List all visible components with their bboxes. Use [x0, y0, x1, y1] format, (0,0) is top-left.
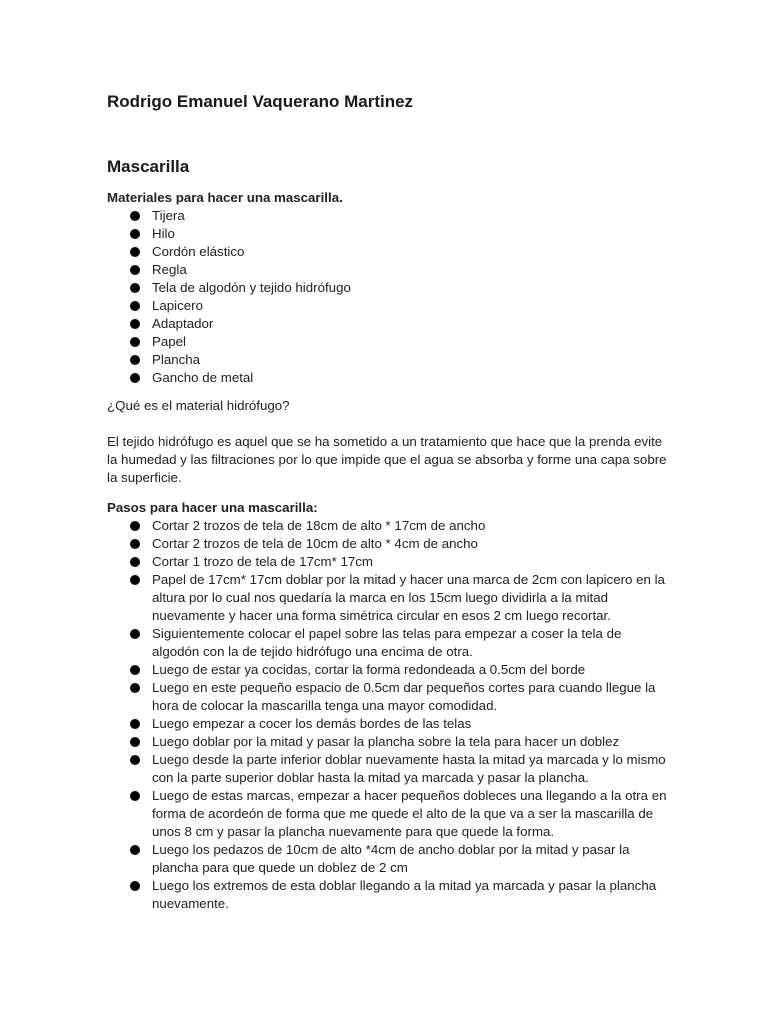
bullet-icon [130, 755, 140, 765]
list-item-text: Luego los pedazos de 10cm de alto *4cm de ancho doblar por la mitad y pasar la plancha para que quede un doblez de 2 cm [152, 842, 630, 875]
document-body [107, 189, 667, 913]
list-item [107, 571, 667, 625]
bullet-icon [130, 845, 140, 855]
list-item-text: Papel de 17cm* 17cm doblar por la mitad y hacer una marca de 2cm con lapicero en la altura por lo cual nos quedaría la marca en los 15cm luego dividirla a la mitad nuevamente y hacer una forma simétrica circular en esos 2 cm luego recortar. [152, 572, 665, 623]
bullet-icon [130, 337, 140, 347]
list-item-text: Lapicero [152, 298, 204, 313]
bullet-icon [130, 881, 140, 891]
bullet-icon [130, 719, 140, 729]
steps-heading: Pasos para hacer una mascarilla: [107, 500, 318, 515]
list-item-text: Papel [152, 334, 187, 349]
list-item [107, 333, 667, 351]
bullet-icon [130, 229, 140, 239]
list-item-text: Luego doblar por la mitad y pasar la plancha sobre la tela para hacer un doblez [152, 734, 620, 749]
bullet-icon [130, 791, 140, 801]
author-name: Rodrigo Emanuel Vaquerano Martinez [107, 92, 414, 111]
list-item [107, 679, 667, 715]
list-item-text: Luego de estas marcas, empezar a hacer pequeños dobleces una llegando a la otra en forma de acordeón de forma que me quede el alto de la que va a ser la mascarilla de unos 8 cm y pasar la plancha nuevamente para que quede la forma. [152, 788, 667, 839]
bullet-icon [130, 265, 140, 275]
list-item-text: Cortar 2 trozos de tela de 10cm de alto * 4cm de ancho [152, 536, 478, 551]
bullet-icon [130, 629, 140, 639]
list-item [107, 243, 667, 261]
list-item [107, 751, 667, 787]
list-item-text: Cortar 2 trozos de tela de 18cm de alto * 17cm de ancho [152, 518, 486, 533]
list-item [107, 733, 667, 751]
list-item-text: Tijera [152, 208, 185, 223]
list-item [107, 841, 667, 877]
bullet-icon [130, 575, 140, 585]
list-item [107, 369, 667, 387]
materials-list [107, 207, 667, 387]
question-text: ¿Qué es el material hidrófugo? [107, 398, 290, 413]
steps-list [107, 517, 667, 913]
list-item-text: Gancho de metal [152, 370, 254, 385]
list-item-text: Siguientemente colocar el papel sobre las telas para empezar a coser la tela de algodón con la de tejido hidrófugo una encima de otra. [152, 626, 622, 659]
bullet-icon [130, 683, 140, 693]
list-item-text: Cordón elástico [152, 244, 245, 259]
list-item [107, 535, 667, 553]
list-item [107, 279, 667, 297]
list-item-text: Plancha [152, 352, 201, 367]
list-item-text: Adaptador [152, 316, 214, 331]
list-item-text: Luego empezar a cocer los demás bordes de las telas [152, 716, 472, 731]
list-item [107, 553, 667, 571]
list-item [107, 787, 667, 841]
list-item [107, 225, 667, 243]
list-item [107, 877, 667, 913]
list-item-text: Luego los extremos de esta doblar llegando a la mitad ya marcada y pasar la plancha nuevamente. [152, 878, 657, 911]
list-item [107, 297, 667, 315]
bullet-icon [130, 557, 140, 567]
list-item-text: Regla [152, 262, 187, 277]
bullet-icon [130, 355, 140, 365]
list-item [107, 517, 667, 535]
list-item [107, 715, 667, 733]
list-item [107, 661, 667, 679]
list-item [107, 315, 667, 333]
bullet-icon [130, 737, 140, 747]
list-item [107, 261, 667, 279]
bullet-icon [130, 301, 140, 311]
list-item [107, 351, 667, 369]
list-item-text: Luego en este pequeño espacio de 0.5cm dar pequeños cortes para cuando llegue la hora de colocar la mascarilla tenga una mayor comodidad. [152, 680, 656, 713]
bullet-icon [130, 373, 140, 383]
list-item-text: Cortar 1 trozo de tela de 17cm* 17cm [152, 554, 373, 569]
list-item [107, 625, 667, 661]
bullet-icon [130, 539, 140, 549]
bullet-icon [130, 247, 140, 257]
bullet-icon [130, 319, 140, 329]
bullet-icon [130, 283, 140, 293]
list-item-text: Luego de estar ya cocidas, cortar la forma redondeada a 0.5cm del borde [152, 662, 586, 677]
document-title: Mascarilla [107, 157, 190, 176]
answer-paragraph: El tejido hidrófugo es aquel que se ha sometido a un tratamiento que hace que la prenda evite la humedad y las filtraciones por lo que impide que el agua se absorba y forme una capa sobre la superficie. [107, 434, 667, 485]
list-item [107, 207, 667, 225]
bullet-icon [130, 665, 140, 675]
bullet-icon [130, 521, 140, 531]
materials-heading: Materiales para hacer una mascarilla. [107, 190, 343, 205]
list-item-text: Hilo [152, 226, 175, 241]
list-item-text: Luego desde la parte inferior doblar nuevamente hasta la mitad ya marcada y lo mismo con la parte superior doblar hasta la mitad ya marcada y pasar la plancha. [152, 752, 666, 785]
list-item-text: Tela de algodón y tejido hidrófugo [152, 280, 351, 295]
bullet-icon [130, 211, 140, 221]
